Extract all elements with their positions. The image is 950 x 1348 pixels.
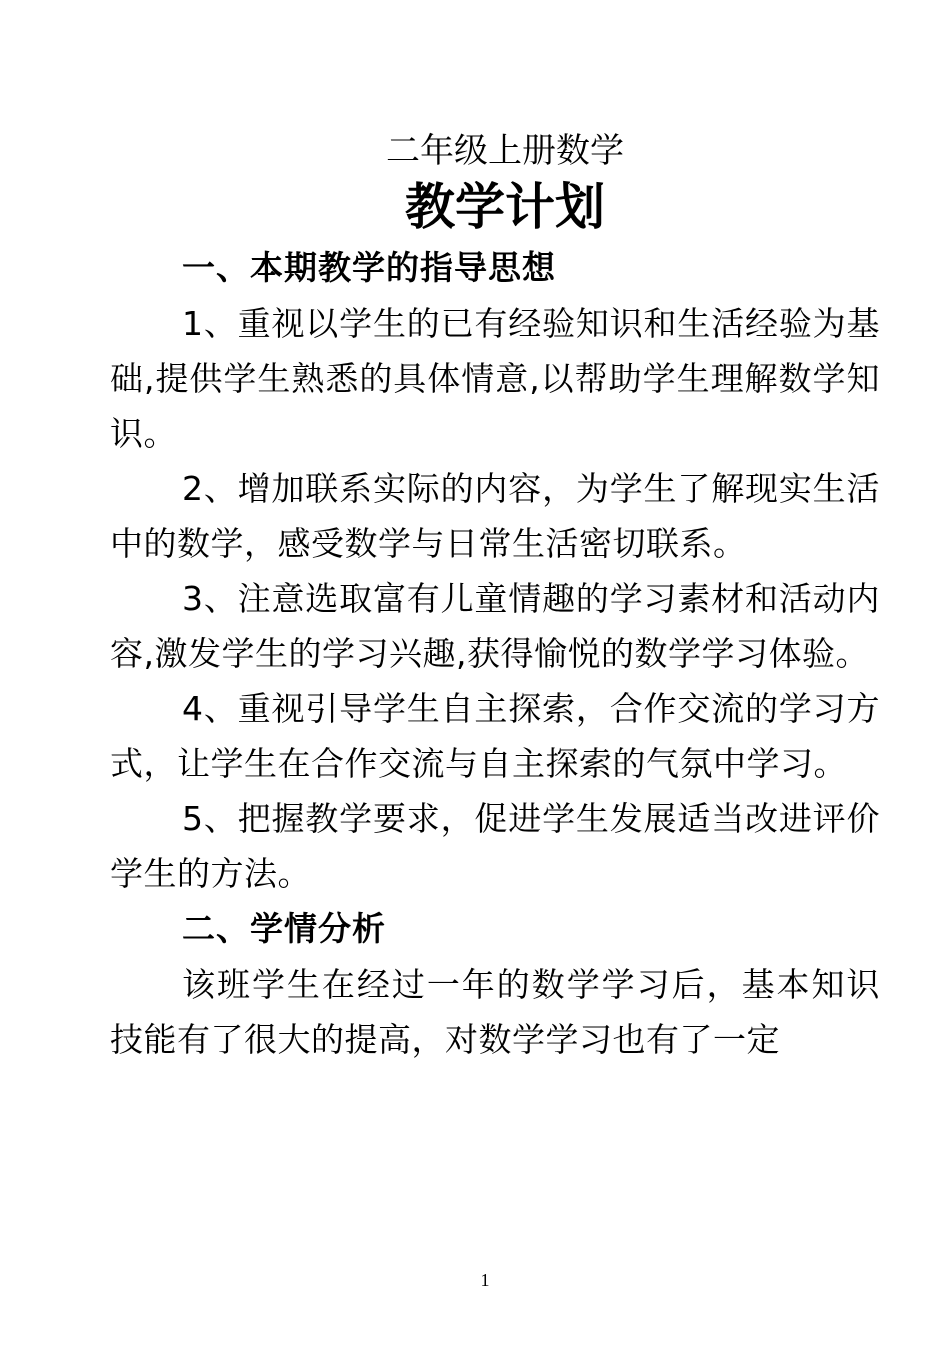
document-title: 教学计划 bbox=[405, 178, 605, 236]
section-heading-student-analysis: 二、学情分析 bbox=[182, 909, 386, 948]
paragraph-point-1: 1、重视以学生的已有经验知识和生活经验为基础,提供学生熟悉的具体情意,以帮助学生理解数学知识。 bbox=[110, 304, 880, 453]
document-body bbox=[110, 128, 880, 1067]
document-subtitle: 二年级上册数学 bbox=[386, 131, 624, 171]
section-heading-guiding-thoughts: 一、本期教学的指导思想 bbox=[182, 248, 556, 287]
paragraph-point-3: 3、注意选取富有儿童情趣的学习素材和活动内容,激发学生的学习兴趣,获得愉悦的数学学习体验。 bbox=[110, 579, 880, 673]
paragraph-point-2: 2、增加联系实际的内容，为学生了解现实生活中的数学，感受数学与日常生活密切联系。 bbox=[110, 469, 880, 563]
page-number: 1 bbox=[480, 1270, 490, 1290]
paragraph-point-4: 4、重视引导学生自主探索，合作交流的学习方式，让学生在合作交流与自主探索的气氛中学习。 bbox=[110, 689, 880, 783]
paragraph-point-5: 5、把握教学要求，促进学生发展适当改进评价学生的方法。 bbox=[110, 799, 880, 893]
paragraph-student-analysis: 该班学生在经过一年的数学学习后，基本知识技能有了很大的提高，对数学学习也有了一定 bbox=[110, 965, 880, 1059]
